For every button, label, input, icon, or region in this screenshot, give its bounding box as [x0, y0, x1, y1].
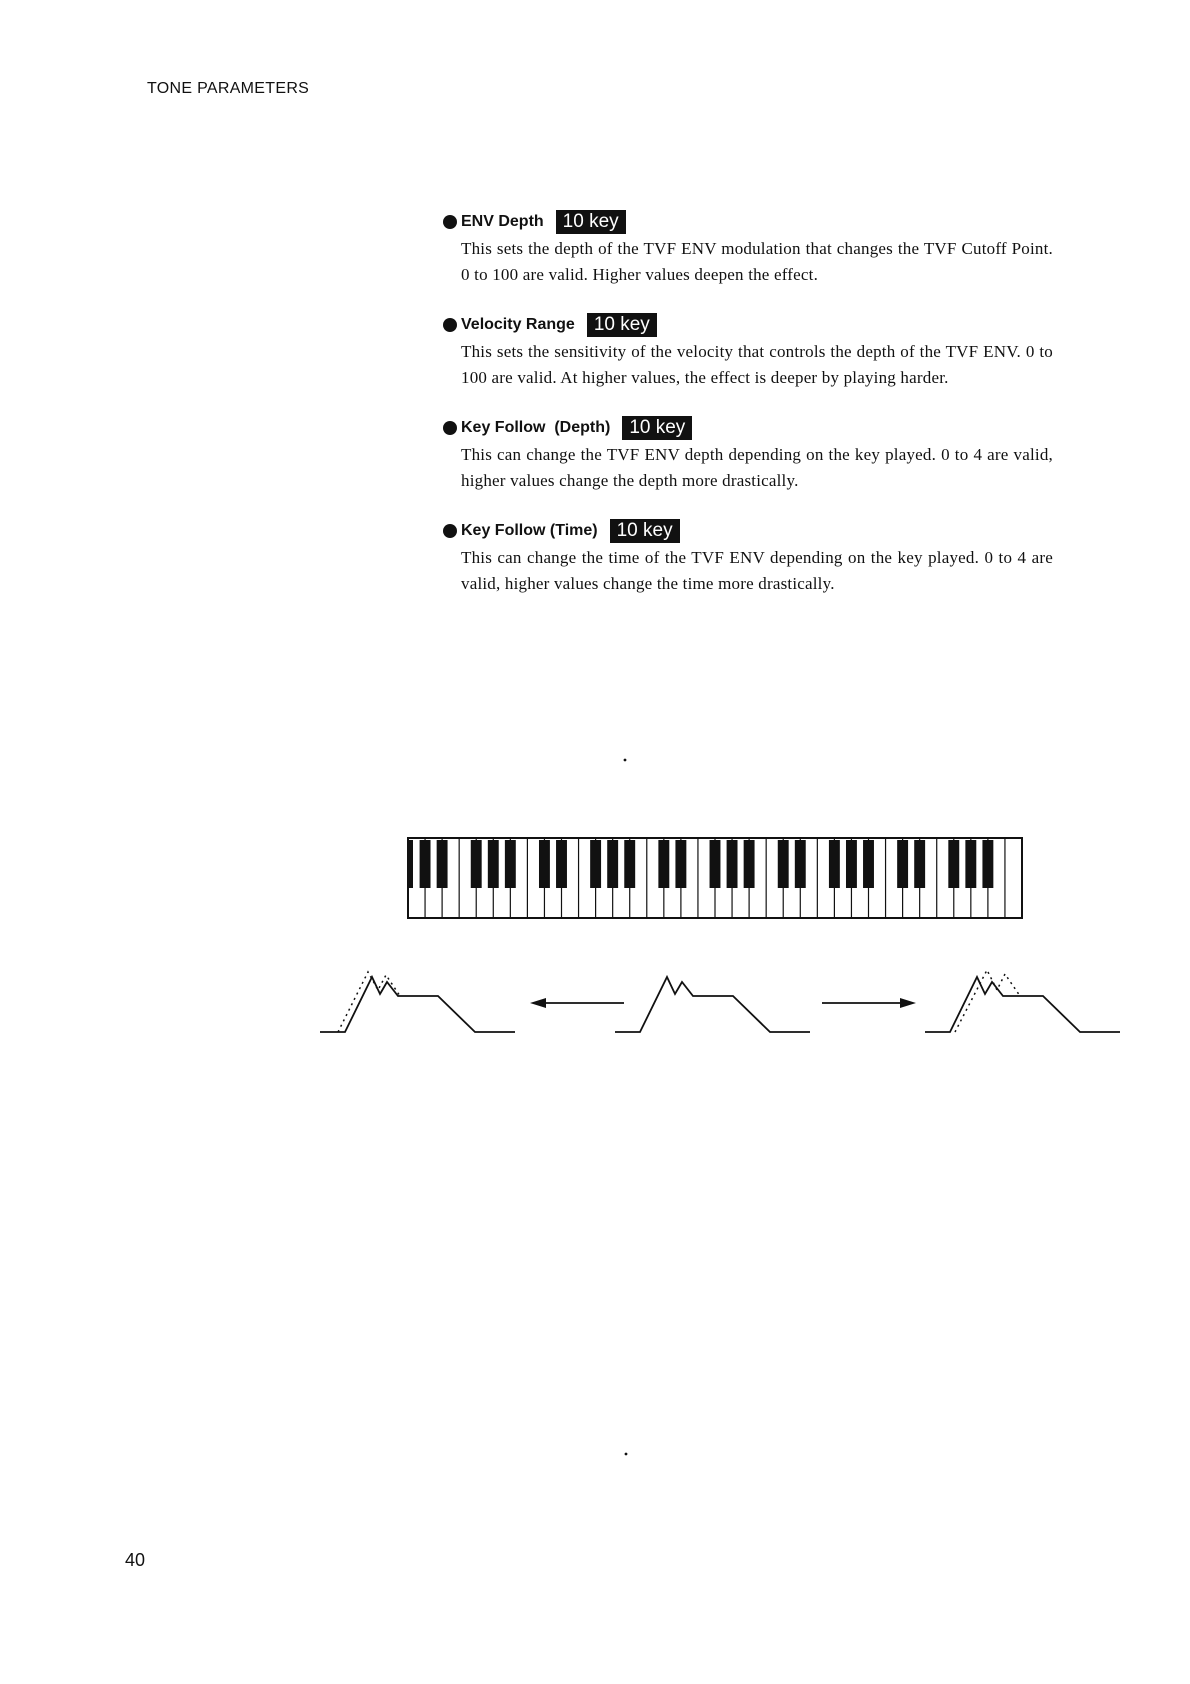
black-key — [658, 840, 669, 888]
black-key — [744, 840, 755, 888]
black-key — [778, 840, 789, 888]
black-key — [471, 840, 482, 888]
black-key — [420, 840, 431, 888]
envelope-line — [320, 977, 515, 1032]
black-key — [965, 840, 976, 888]
black-key — [675, 840, 686, 888]
envelope-curve-icon — [925, 970, 1120, 1032]
black-key — [948, 840, 959, 888]
black-key — [505, 840, 516, 888]
arrow-head — [530, 998, 546, 1008]
envelope-line — [615, 977, 810, 1032]
black-key — [590, 840, 601, 888]
black-key — [624, 840, 635, 888]
black-key — [556, 840, 567, 888]
black-key — [914, 840, 925, 888]
ten-key-badge: 10 key — [587, 313, 657, 337]
envelope-curve-icon — [615, 977, 810, 1032]
ten-key-badge: 10 key — [610, 519, 680, 543]
page-number: 40 — [125, 1550, 146, 1570]
envelope-line — [925, 977, 1120, 1032]
param-description: This sets the depth of the TVF ENV modulation that changes the TVF Cutoff Point. 0 to 100 are valid. Higher values deepen the effect. — [461, 239, 1053, 284]
arrow-head — [900, 998, 916, 1008]
black-key — [607, 840, 618, 888]
black-key — [710, 840, 721, 888]
arrow-left-icon — [530, 998, 624, 1008]
param-description: This can change the TVF ENV depth depending on the key played. 0 to 4 are valid, higher values change the depth more drastically. — [461, 445, 1053, 490]
black-key — [846, 840, 857, 888]
piano-keyboard-icon — [408, 838, 1022, 918]
black-key — [829, 840, 840, 888]
black-key — [982, 840, 993, 888]
param-title: Velocity Range — [461, 316, 575, 333]
black-key — [727, 840, 738, 888]
speck — [624, 759, 627, 762]
ten-key-badge: 10 key — [622, 416, 692, 440]
black-key — [795, 840, 806, 888]
black-key — [409, 840, 413, 888]
param-description: This sets the sensitivity of the velocity that controls the depth of the TVF ENV. 0 to 100 are valid. At higher values, the effect is deeper by playing harder. — [461, 342, 1053, 387]
black-key — [437, 840, 448, 888]
black-key — [897, 840, 908, 888]
black-key — [863, 840, 874, 888]
param-title: Key Follow (Depth) — [461, 419, 611, 436]
param-title: Key Follow (Time) — [461, 522, 598, 539]
speck — [625, 1453, 628, 1456]
running-head: TONE PARAMETERS — [147, 80, 310, 97]
param-description: This can change the time of the TVF ENV depending on the key played. 0 to 4 are valid, higher values change the time more drastically. — [461, 548, 1053, 593]
ten-key-badge: 10 key — [556, 210, 626, 234]
envelope-dotted-line — [338, 972, 400, 1032]
envelope-curve-icon — [320, 972, 515, 1032]
black-key — [539, 840, 550, 888]
arrow-right-icon — [822, 998, 916, 1008]
param-title: ENV Depth — [461, 213, 544, 230]
black-key — [488, 840, 499, 888]
